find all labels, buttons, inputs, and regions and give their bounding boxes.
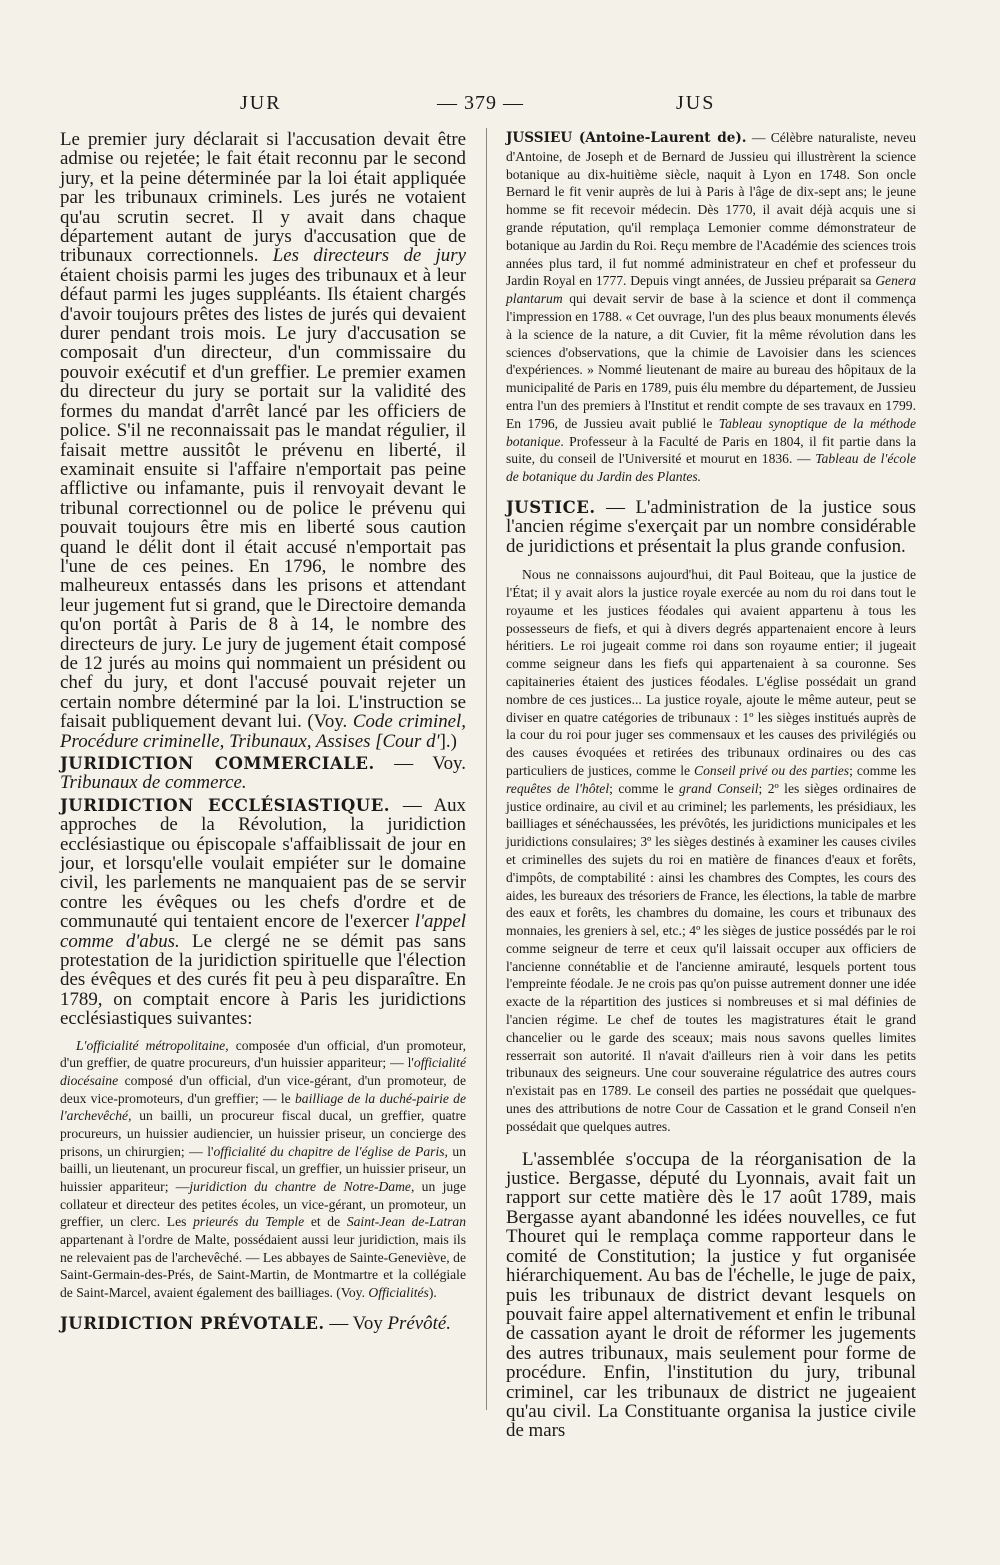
eccl-list-text-5: , un juge collateur et directeur des petites écoles, un vice-gérant, un promoteur, un greffier, un clerc. Les [60, 1178, 466, 1230]
quote-text-2: ; comme les [849, 762, 916, 778]
quote-text-1: Nous ne connaissons aujourd'hui, dit Paul Boiteau, que la justice de l'État; il y avait alors la justice royale exercée au nom du roi dans tout le royaume et les justices féodales qui avaient appartenu à tous les possesseurs de fiefs, et qui à divers degrés appartenaient encore à leurs héritiers. Le roi jugeait comme roi dans son royaume entier; il jugeait comme seigneur dans les fiefs qui appartenaient à sa couronne. Ses capitaineries étaient des justices féodales. L'église possédait un grand nombre de ces justices... La justice royale, ajoute le même auteur, peut se diviser en quatre catégories de tribunaux : 1º les sièges institués auprès de la cour du roi pour juger ses commensaux et les causes des privilégiés ou des causes évoquées et retirées des tribunaux ordinaires ou des cas particuliers de justices, comme le [506, 567, 916, 778]
jussieu-text-2: qui devait servir de base à la science et dont il commença l'impression en 1788. « Cet ouvrage, l'un des plus beaux monuments élevés à la science de la nature, a dit Cuvier, fit la même révolution dans les sciences d'observations, que la chimie de Lavoisier dans les sciences d'expériences. » Nommé lieutenant de maire au bureau des hôpitaux de la municipalité de Paris en 1789, puis élu membre du département, de Jussieu entra l'un des premiers à l'Institut et rendit compte de ses travaux en 1799. En 1796, de Jussieu avait publié le [506, 291, 916, 431]
page-number: — 379 — [437, 92, 524, 114]
quote-italic-3: grand Conseil [679, 780, 759, 796]
eccl-list-italic-1: L'officialité métropolitaine [76, 1037, 226, 1053]
jussieu-italic-3: Tableau de l'école de botanique du Jardin des Plantes. [506, 451, 917, 485]
eccl-italic: l'appel comme d'abus. [60, 911, 466, 952]
jury-paragraph [60, 130, 466, 751]
prevotale-voy: — Voy [324, 1312, 383, 1334]
eccl-list-text-4: , un bailli, un lieutenant, un procureur fiscal, un greffier, un huissier priseur, un huissier appariteur; — [60, 1143, 467, 1194]
entry-heading-commerciale: JURIDICTION COMMERCIALE. [60, 754, 375, 773]
running-head-left: JUR [240, 92, 282, 114]
jury-end: ].) [439, 730, 457, 752]
eccl-list-italic-5: juridiction du chantre de Notre-Dame [189, 1178, 411, 1194]
jussieu-italic-2: Tableau synoptique de la méthode botanique [506, 415, 916, 449]
eccl-list-italic-6: prieurés du Temple [193, 1214, 305, 1230]
quote-text-4: ; 2º les sièges ordinaires de justice ordinaire, au civil et au criminel; les parlements, les présidiaux, les bailliages et sénéchaussées, les prévôtés, les juridictions municipales et les juridictions consulaires; 3º les sièges destinés à examiner les causes civiles et criminelles des sujets du roi en matière de finances d'eaux et forêts, d'impôts, de comptabilité : ainsi les chambres des Comptes, les cours des aides, les bureaux des trésoriers de France, les élections, la table de marbre des eaux et forêts, les chambres du domaine, les cours et tribunaux des monnaies, les greniers à sel, etc.; 4º les sièges de justice possédés par le roi comme seigneur de terre et ceux qu'il laissait occuper aux officiers de l'ancienne connétablie et de l'ancienne amirauté, lesquels portent tous l'empreinte féodale. Je ne crois pas qu'on puisse autrement donner une idée exacte de la répartition des justices si nombreuses et si mal définies de l'ancien régime. Le chef de toutes les magistratures était le grand chancelier ou le garde des sceaux; mais nous savons quelles limites resserrait son autorité. Il n'avait d'ailleurs rien à voir dans les petits tribunaux des seigneurs. Une cour souveraine régulatrice des autres cours n'existait pas en 1789. Le conseil des parties ne possédait que quelques-unes des attributions de notre Cour de Cassation et le grand Conseil n'en possédait que quelques autres. [506, 780, 916, 1134]
eccl-list-text-1: , composée d'un official, d'un promoteur, d'un greffier, de quatre procureurs, d'un huissier appariteur; — l' [60, 1037, 466, 1071]
eccl-list-text-3: , un bailli, un procureur fiscal ducal, un greffier, quatre procureurs, un huissier audiencier, un huissier priseur, un concierge des prisons, un chirurgien; — l' [60, 1108, 466, 1159]
jussieu-entry [506, 129, 916, 486]
prevotale-ref: Prévôté. [387, 1312, 451, 1334]
jussieu-italic-1: Genera plantarum [506, 273, 916, 307]
commerciale-entry [60, 754, 466, 793]
eccl-list-italic-3: bailliage de la duché-pairie de l'archevêché [60, 1090, 466, 1124]
boiteau-quote [506, 566, 916, 1136]
column-divider [486, 128, 487, 1410]
quote-italic-2: requêtes de l'hôtel [506, 780, 610, 796]
quote-text-3: ; comme le [609, 780, 674, 796]
entry-heading-ecclesiastique: JURIDICTION ECCLÉSIASTIQUE. [60, 795, 391, 815]
jury-text-2: étaient choisis parmi les juges des tribunaux et à leur défaut parmi les juges suppléants. Ils étaient chargés d'avoir toujours prêtes des listes de jurés qui devaient durer pendant trois mois. Le jury d'accusation se composait d'un directeur, d'un commissaire du pouvoir exécutif et d'un greffier. Le premier examen du directeur du jury se portait sur la validité des formes du mandat d'arrêt lancé par les officiers de police. S'il ne reconnaissait pas le mandat régulier, il faisait mettre aussitôt le prévenu en liberté, il examinait ensuite si l'affaire n'emportait pas peine afflictive ou infamante, puis il renvoyait devant le tribunal correctionnel ou de police le prévenu qui pouvait toujours être mis en liberté sous caution quand le délit dont il était accusé n'emportait pas l'une de ces peines. En 1796, le nombre des malheureux entassés dans les prisons et attendant leur jugement fut si grand, que le Directoire demanda qu'on portât à Paris de 8 à 14, le nombre des directeurs de jury. Le jury de jugement était composé de 12 jurés au moins qui nommaient un président ou chef du jury, et dont l'accusé pouvait rejeter un certain nombre déterminé par la loi. L'instruction se faisait publiquement devant lui. (Voy. [60, 264, 466, 733]
jussieu-text-3: . Professeur à la Faculté de Paris en 1804, il fit partie dans la suite, du conseil de l'Université et mourut en 1836. — [506, 433, 916, 467]
left-column [60, 130, 466, 1333]
commerciale-voy: — Voy. [374, 753, 466, 774]
eccl-list-text-2: composé d'un official, d'un vice-gérant, d'un promoteur, de deux vice-promoteurs, d'un greffier; — le [60, 1073, 466, 1106]
jury-italic: Les directeurs de jury [272, 245, 466, 267]
justice-text: — L'administration de la justice sous l'ancien régime s'exerçait par un nombre considérable de juridictions et présentait la plus grande confusion. [506, 496, 916, 557]
eccl-list-text-7: appartenant à l'ordre de Malte, possédaient aussi leur juridiction, mais ils ne relevaient pas de l'archevêché. — Les abbayes de Sainte-Geneviève, de Saint-Germain-des-Prés, de Saint-Martin, de Montmartre et la collégiale de Saint-Marcel, avaient également des bailliages. (Voy. [60, 1231, 466, 1300]
jury-see-also: Code criminel, Procédure criminelle, Tribunaux, Assises [Cour d' [60, 711, 466, 752]
eccl-list-text-6: et de [304, 1214, 341, 1230]
eccl-list-italic-2: officialité diocésaine [60, 1055, 466, 1088]
entry-heading-jussieu: JUSSIEU [506, 130, 573, 146]
ecclesiastique-list [60, 1037, 466, 1302]
prevotale-entry [60, 1314, 466, 1333]
eccl-list-italic-7: Saint-Jean de-Latran [346, 1214, 467, 1230]
jussieu-text-1: — Célèbre naturaliste, neveu d'Antoine, de Joseph et de Bernard de Jussieu qui illustrèrent la science botanique au dix-huitième siècle, naquit à Lyon en 1748. Son oncle Bernard le fit venir auprès de lui à Paris à l'âge de dix-sept ans; le jeune homme se fit recevoir médecin. Dès 1770, il avait déjà acquis une si grande réputation, qu'il remplaça Lemonier comme démonstrateur de botanique au Jardin du Roi. Reçu membre de l'Académie des sciences trois années plus tard, il fut nommé administrateur en chef et professeur du Jardin Royal en 1777. Depuis vingt années, de Jussieu préparait sa [506, 130, 916, 289]
running-head-right: JUS [676, 92, 716, 114]
eccl-list-italic-8: Officialités [368, 1284, 429, 1300]
commerciale-ref: Tribunaux de commerce. [60, 772, 247, 794]
assemblee-paragraph: L'assemblée s'occupa de la réorganisation de la justice. Bergasse, député du Lyonnais, avait fait un rapport sur cette matière dès le 17 août 1789, mais Bergasse ayant abandonné les idées nouvelles, ce fut Thouret qui le remplaça comme rapporteur dans le comité de Constitution; la justice y fut organisée hiérarchiquement. Au bas de l'échelle, le juge de paix, puis les tribunaux de district devant lesquels on pouvait faire appel alternativement et enfin le tribunal de cassation ayant le droit de réformer les jugements des autres tribunaux, mais seulement pour forme de procédure. Enfin, l'institution du jury, tribunal criminel, car les tribunaux de district ne jugeaient qu'au civil. La Constituante organisa la justice civile de mars [506, 1148, 916, 1442]
entry-heading-justice: JUSTICE. [506, 497, 596, 517]
ecclesiastique-entry [60, 796, 466, 1029]
entry-heading-prevotale: JURIDICTION PRÉVOTALE. [60, 1313, 325, 1333]
justice-entry [506, 498, 916, 556]
quote-italic-1: Conseil privé ou des parties [694, 762, 850, 778]
jury-text: Le premier jury déclarait si l'accusation devait être admise ou rejetée; le fait était reconnu par le second jury, et la peine déterminée par la loi était appliquée par les tribunaux criminels. Les jurés ne votaient qu'au scrutin secret. Il y avait dans chaque département autant de jurys d'accusation que de tribunaux correctionnels. [60, 129, 466, 267]
right-column [506, 129, 916, 1441]
eccl-list-text-8: ). [428, 1284, 437, 1300]
eccl-list-italic-4: officialité du chapitre de l'église de Paris [213, 1143, 445, 1159]
jussieu-name: (Antoine-Laurent de). [572, 130, 747, 146]
eccl-text-2: Le clergé ne se démit pas sans protestation de la juridiction spirituelle que l'élection des évêques et des curés fit peu à peu disparaître. En 1789, on comptait encore à Paris les juridictions ecclésiastiques suivantes: [60, 930, 466, 1030]
eccl-text: — Aux approches de la Révolution, la juridiction ecclésiastique ou épiscopale s'affaiblissait de jour en jour, et lorsqu'elle voulait empiéter sur le domaine civil, les parlements ne manquaient pas de se servir contre les évêques ou les chefs d'ordre et de communauté qui tentaient encore de l'exercer [60, 794, 466, 933]
